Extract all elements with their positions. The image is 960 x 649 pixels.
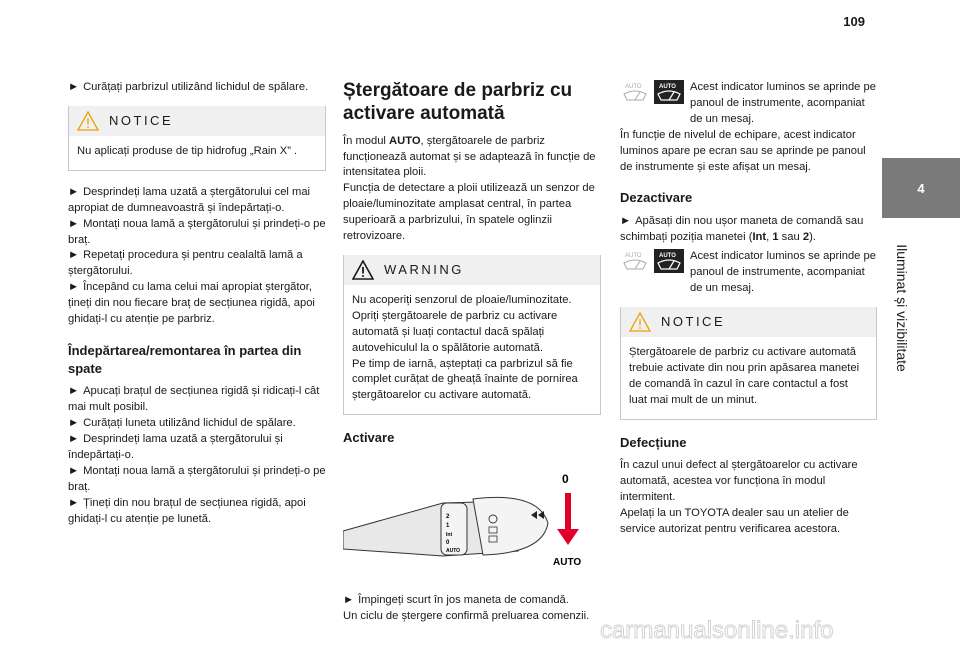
paragraph: În funcție de nivelul de echipare, acest indicator luminos apare pe ecran sau se aprinde pe panoul de instrumente și este afișat un mesaj. [620,128,866,173]
warning-title: WARNING [384,261,464,277]
chapter-title [889,220,915,390]
notice-title: NOTICE [661,313,726,329]
indicator-row [620,249,877,297]
bullet-arrow-icon: ► [68,417,80,430]
auto-wiper-outline-icon [620,80,650,104]
notice-header [621,307,876,337]
auto-wiper-filled-icon [654,80,684,104]
bullet-arrow-icon: ► [68,433,80,446]
notice-body: Ștergătoarele de parbriz cu activare automată trebuie activate din nou prin apăsarea manetei de comandă în cazul în care contactul a fost luat mai mult de un minut. [629,346,860,406]
bullet-arrow-icon: ► [68,281,80,294]
stalk-pos-1: 1 [446,523,450,530]
stalk-pos-auto: AUTO [446,548,461,555]
bullet-arrow-icon: ► [68,464,80,477]
column-right [620,80,877,546]
svg-text:AUTO: AUTO [625,253,642,260]
bullet-arrow-icon: ► [68,185,80,198]
caution-triangle-icon [629,312,651,332]
warning-box [343,255,601,415]
bullet-arrow-icon: ► [620,214,632,227]
svg-text:AUTO: AUTO [659,253,676,260]
column-left [68,80,326,536]
warning-body: Nu acoperiți senzorul de ploaie/luminozitate. Opriți ștergătoarele de parbriz cu activare automată și luați contactul dacă spălați autovehiculul la o spălătorie automată. Pe timp de iarnă, așteptați ca parbrizul să fie complet curățat de gheață înainte de pornirea ștergătoarelor cu activare automată. [352,293,578,402]
bullet-arrow-icon: ► [68,217,80,230]
notice-box [620,307,877,420]
notice-box [68,106,326,171]
step: ► Apucați brațul de secțiunea rigidă și ridicați-l cât mai mult posibil. ► Curățați luneta utilizând lichidul de spălare. ► Desprindeți lama uzată a ștergătorului și îndepărtați-o. ► Montați noua lamă a ștergătorului și prindeți-o pe braț. ► Țineți din nou brațul de secțiunea rigidă, apoi ghidați-l cu atenție pe lunetă. [68,385,326,525]
section-heading: Îndepărtarea/remontarea în partea din spate [68,342,302,377]
indicator-icons [620,80,684,104]
notice-header [69,106,325,136]
indicator-text-start: Acest indicator luminos se aprinde pe panoul de instrumente, acompaniat de un mesaj. [690,81,876,125]
paragraph: ► Apăsați din nou ușor maneta de comandă sau schimbați poziția manetei (Int, 1 sau 2). [620,214,864,243]
page-title: Ștergătoare de parbriz cu activare automată [343,80,573,124]
paragraph: ► Împingeți scurt în jos maneta de comandă. Un ciclu de ștergere confirmă preluarea comenzii. [343,594,590,623]
watermark [600,612,920,646]
section-heading: Dezactivare [620,190,693,206]
step: ► Desprindeți lama uzată a ștergătorului cel mai apropiat de dumneavoastră și îndepărtați-o. ► Montați noua lamă a ștergătorului și prindeți-o pe braț. ► Repetați procedura și pentru cealaltă lamă a ștergătorului. ► Începând cu lama celui mai apropiat ștergător, țineți din nou fiecare braț de secțiunea rigidă, apoi ghidați-l cu atenție pe parbriz. [68,185,326,326]
column-middle [343,80,601,633]
indicator-icons [620,249,684,273]
svg-text:AUTO: AUTO [659,84,676,90]
bullet-arrow-icon: ► [68,81,80,93]
bullet-arrow-icon: ► [68,249,80,262]
page-number: 109 [843,14,865,29]
wiper-stalk-illustration [343,461,593,581]
notice-body: Nu aplicați produse de tip hidrofug „Rain X” . [77,144,298,157]
notice-title: NOTICE [109,112,174,128]
bullet-arrow-icon: ► [68,496,80,509]
stalk-pos-0: 0 [446,540,450,547]
caution-triangle-icon [77,111,99,131]
auto-wiper-filled-icon [654,249,684,273]
indicator-text-start: Acest indicator luminos se aprinde pe panoul de instrumente, acompaniat de un mesaj. [690,250,876,295]
warning-triangle-icon [352,260,374,280]
stalk-pos-2: 2 [446,514,450,521]
bullet-arrow-icon: ► [343,594,355,607]
paragraph: ► Curățați parbrizul utilizând lichidul de spălare. [68,81,309,93]
paragraph: În modul AUTO, ștergătoarele de parbriz funcționează automat și se adaptează în funcție de intensitatea ploii. Funcția de detectare a ploii utilizează un senzor de ploaie/luminozitate amplasat central, în partea superioară a parbrizului, în spatele oglinzii retrovizoare. [343,134,596,243]
chapter-tab[interactable]: 4 [882,158,960,218]
svg-text:AUTO: AUTO [625,84,642,90]
bullet-arrow-icon: ► [68,385,80,398]
section-heading: Activare [343,430,395,446]
section-heading: Defecțiune [620,434,687,450]
auto-wiper-outline-icon [620,249,650,273]
arrow-label-top: 0 [562,472,569,487]
stalk-pos-int: Int [446,532,453,539]
indicator-row [620,80,877,128]
warning-header [344,255,600,285]
paragraph: În cazul unui defect al ștergătoarelor cu activare automată, acestea vor funcționa în modul intermitent. Apelați la un TOYOTA dealer sau un atelier de service autorizat pentru verificarea acestora. [620,458,858,535]
arrow-label-bottom: AUTO [553,557,582,569]
chapter-title-text: Iluminat și vizibilitate [894,244,911,372]
watermark-text: carmanualsonline.info [600,617,834,644]
